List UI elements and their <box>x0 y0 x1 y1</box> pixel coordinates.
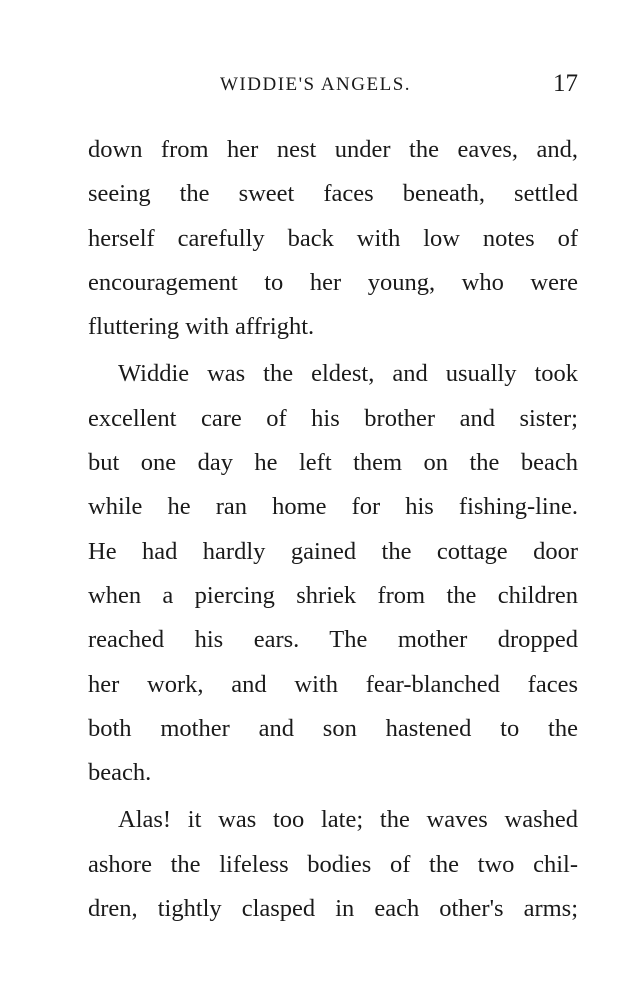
body-text <box>88 128 578 931</box>
text-line: Alas! it was too late; the waves washed <box>118 806 578 834</box>
running-title: WIDDIE'S ANGELS. <box>220 74 412 95</box>
running-head <box>88 70 578 110</box>
text-line: encouragement to her young, who were <box>88 268 578 296</box>
page-number: 17 <box>553 70 578 97</box>
text-line: excellent care of his brother and sister; <box>88 404 578 432</box>
text-line: fluttering with affright. <box>88 313 315 341</box>
text-line: beach. <box>88 759 152 787</box>
text-line: while he ran home for his fishing-line. <box>88 493 578 521</box>
text-line: but one day he left them on the beach <box>88 449 578 477</box>
paragraph <box>88 798 578 931</box>
text-line: Widdie was the eldest, and usually took <box>118 360 578 388</box>
text-line: both mother and son hastened to the <box>88 714 578 742</box>
paragraph <box>88 352 578 795</box>
text-line: dren, tightly clasped in each other's arms; <box>88 895 578 923</box>
text-line: reached his ears. The mother dropped <box>88 626 578 654</box>
text-line: seeing the sweet faces beneath, settled <box>88 180 578 208</box>
text-line: ashore the lifeless bodies of the two chil- <box>88 850 578 878</box>
text-line: herself carefully back with low notes of <box>88 224 578 252</box>
paragraph <box>88 128 578 349</box>
text-line: down from her nest under the eaves, and, <box>88 136 578 163</box>
text-line: her work, and with fear-blanched faces <box>88 670 578 698</box>
text-line: when a piercing shriek from the children <box>88 581 578 609</box>
text-line: He had hardly gained the cottage door <box>88 537 578 565</box>
